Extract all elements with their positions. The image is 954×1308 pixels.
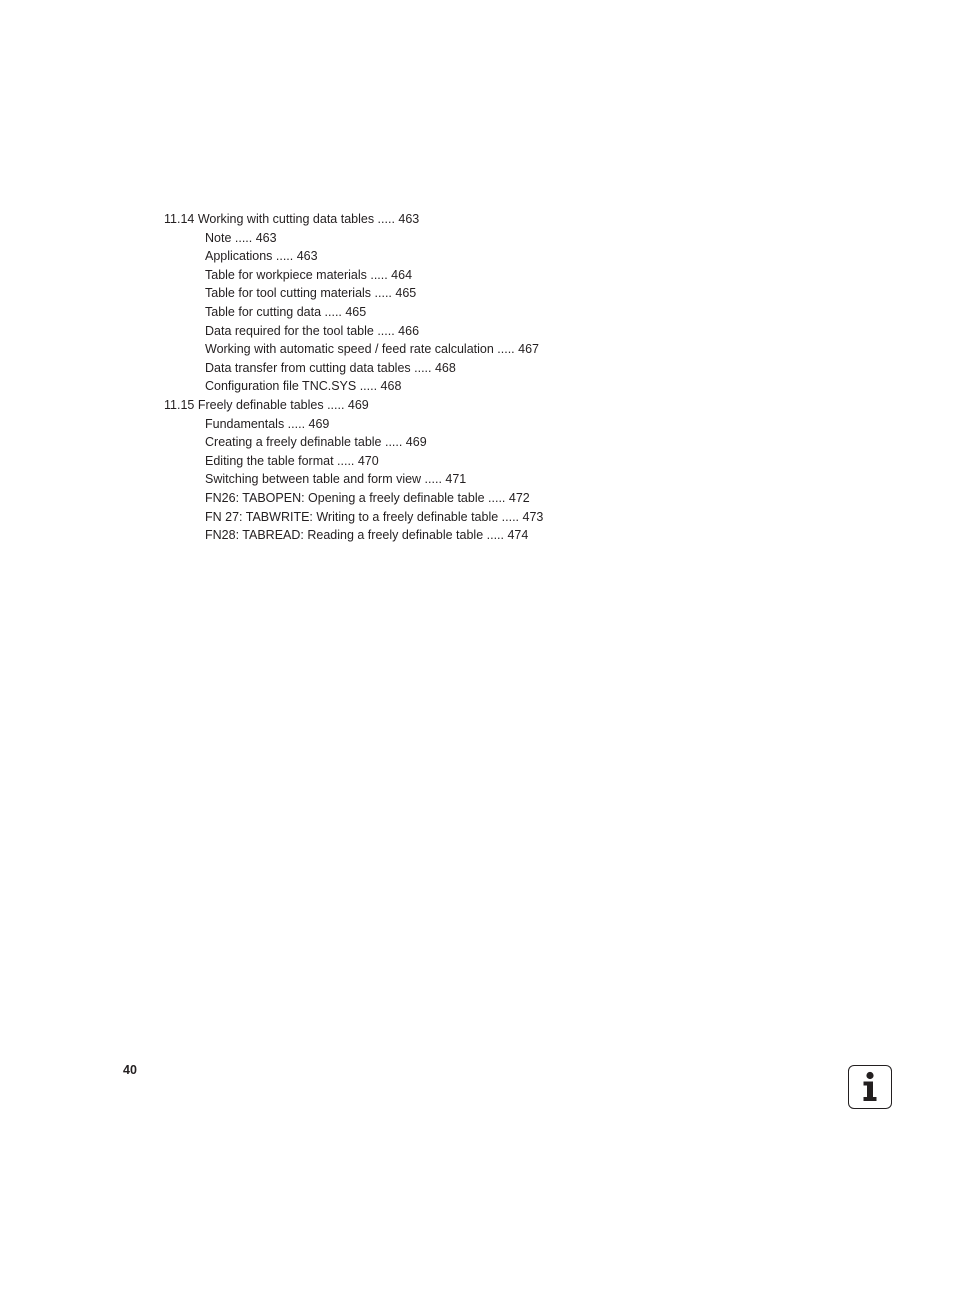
- toc-entry-note: Note ..... 463: [205, 230, 277, 245]
- toc-entry-section-11-14: 11.14 Working with cutting data tables ..... 463: [164, 212, 420, 226]
- table-of-contents: [164, 210, 684, 545]
- toc-entry-switching-view: Switching between table and form view ..... 471: [205, 472, 467, 487]
- toc-entry-fn26-tabopen: FN26: TABOPEN: Opening a freely definable table ..... 472: [205, 490, 530, 505]
- toc-entry-data-required: Data required for the tool table ..... 466: [205, 323, 420, 338]
- toc-entry-fn27-tabwrite: FN 27: TABWRITE: Writing to a freely definable table ..... 473: [205, 509, 544, 524]
- toc-entry-tool-cutting-materials: Table for tool cutting materials ..... 465: [205, 286, 417, 301]
- page-number: 40: [123, 1063, 137, 1077]
- toc-entry-fn28-tabread: FN28: TABREAD: Reading a freely definable table ..... 474: [205, 528, 529, 543]
- info-icon: [848, 1065, 892, 1109]
- toc-entry-fundamentals: Fundamentals ..... 469: [205, 416, 330, 431]
- toc-entry-applications: Applications ..... 463: [205, 249, 318, 264]
- toc-entry-automatic-speed-feed: Working with automatic speed / feed rate calculation ..... 467: [205, 342, 539, 357]
- toc-entry-editing-format: Editing the table format ..... 470: [205, 453, 379, 468]
- toc-entry-creating-table: Creating a freely definable table ..... 469: [205, 435, 427, 450]
- toc-entry-section-11-15: 11.15 Freely definable tables ..... 469: [164, 397, 369, 412]
- toc-entry-cutting-data: Table for cutting data ..... 465: [205, 304, 367, 319]
- toc-entry-workpiece-materials: Table for workpiece materials ..... 464: [205, 267, 413, 282]
- toc-entry-data-transfer: Data transfer from cutting data tables ..... 468: [205, 360, 456, 375]
- info-glyph: [849, 1066, 890, 1107]
- toc-entry-configuration-file: Configuration file TNC.SYS ..... 468: [205, 379, 402, 394]
